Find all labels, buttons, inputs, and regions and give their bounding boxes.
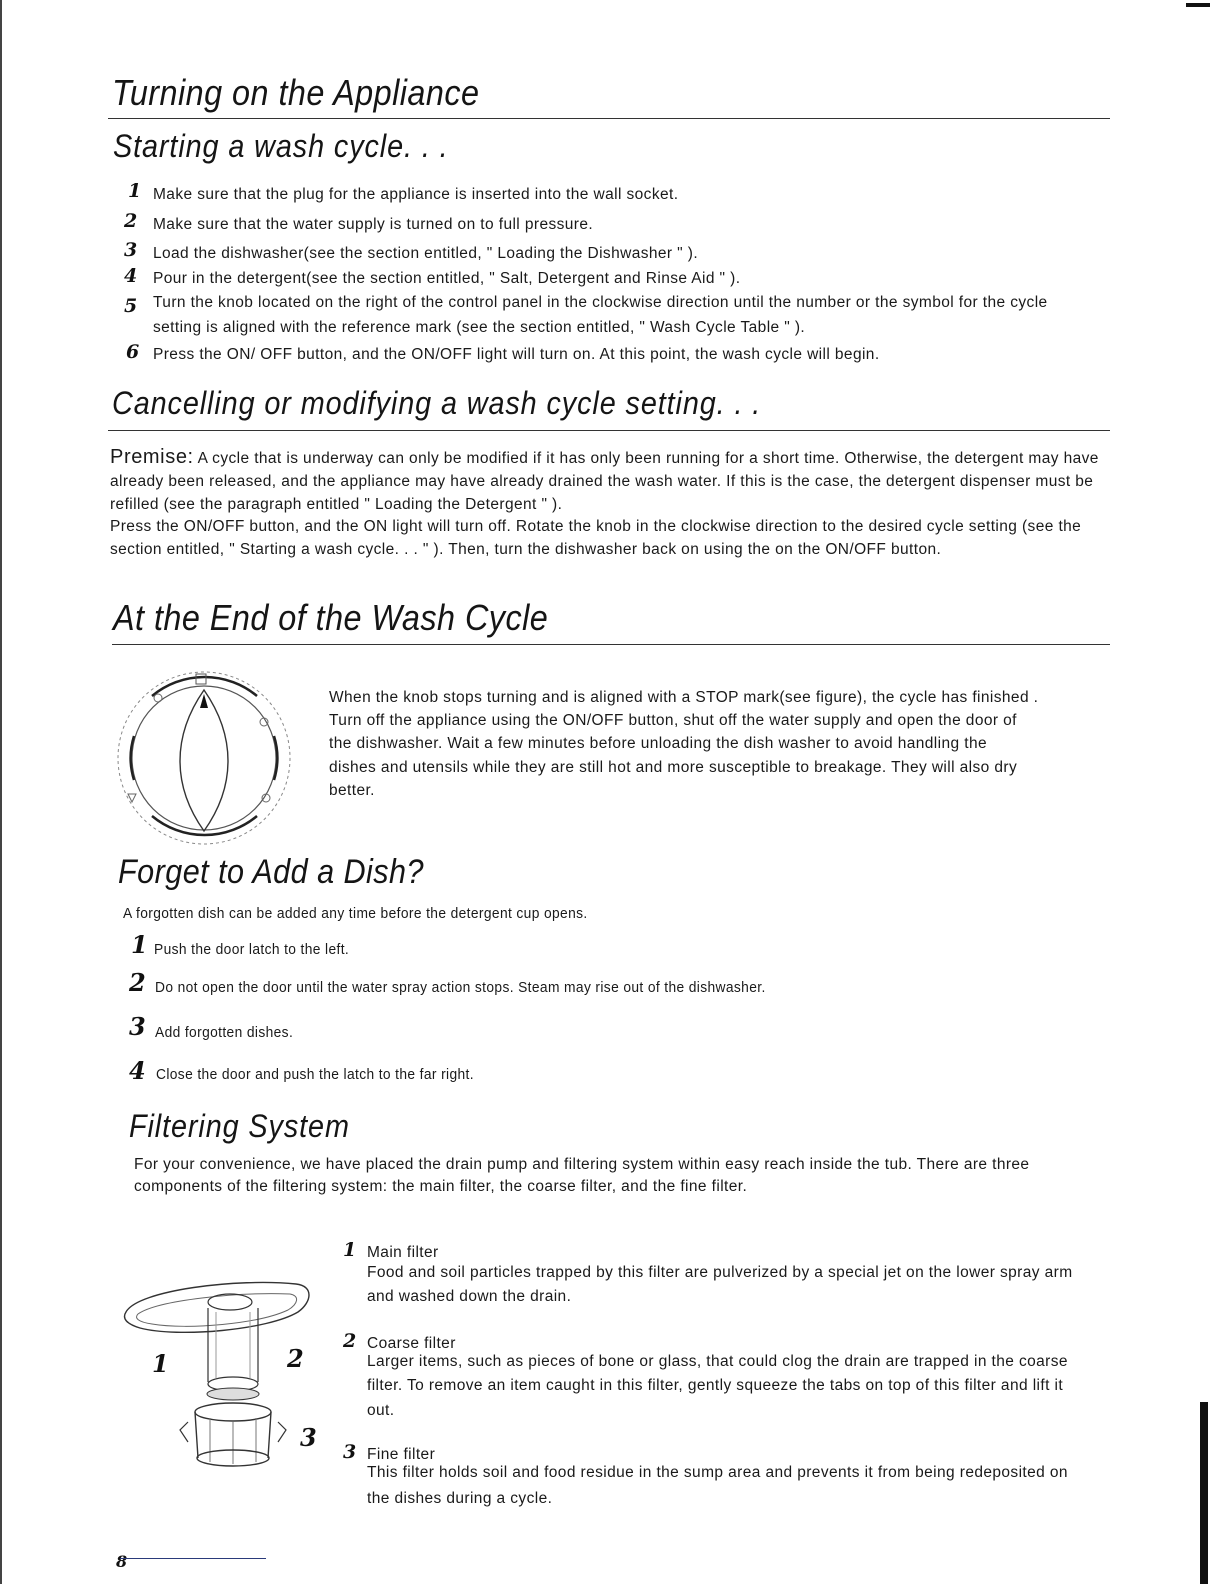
step-number: 1 xyxy=(128,180,142,202)
step-text: Make sure that the plug for the appliance is inserted into the wall socket. xyxy=(153,186,679,203)
item-text: the dishes during a cycle. xyxy=(367,1490,553,1507)
step-text: Close the door and push the latch to the far right. xyxy=(156,1066,474,1083)
item-name: Coarse filter xyxy=(367,1335,456,1352)
premise-label: Premise: xyxy=(110,446,194,468)
subsection-title-cancelling: Cancelling or modifying a wash cycle setting. . . xyxy=(112,385,762,421)
item-number: 2 xyxy=(343,1330,357,1352)
step-text: Do not open the door until the water spray action stops. Steam may rise out of the dishwasher. xyxy=(155,979,766,996)
step-number: 1 xyxy=(131,930,148,959)
scan-edge-top-right xyxy=(1186,3,1210,7)
step-number: 4 xyxy=(124,265,138,287)
step-number: 2 xyxy=(129,968,146,997)
step-text: Load the dishwasher(see the section entitled, " Loading the Dishwasher " ). xyxy=(153,245,699,262)
figure-label: 1 xyxy=(152,1349,169,1378)
title-underline xyxy=(108,118,1110,119)
premise-paragraph xyxy=(110,446,1120,516)
footer-rule xyxy=(120,1558,266,1559)
section-title-turning-on: Turning on the Appliance xyxy=(112,72,480,113)
item-text: This filter holds soil and food residue in the sump area and prevents it from being redeposited on xyxy=(367,1464,1068,1481)
stop-mark-icon xyxy=(196,674,206,684)
paragraph-line: dishes and utensils while they are still hot and more susceptible to breakage. They will also dry xyxy=(329,759,1018,776)
forget-intro: A forgotten dish can be added any time before the detergent cup opens. xyxy=(123,905,588,922)
step-text: Pour in the detergent(see the section entitled, " Salt, Detergent and Rinse Aid " ). xyxy=(153,270,741,287)
page-number: 8 xyxy=(116,1552,128,1571)
step-text: Push the door latch to the left. xyxy=(154,941,350,958)
cycle-symbol-icon xyxy=(154,694,162,702)
glass-symbol-icon xyxy=(128,794,136,802)
filtering-intro-line: components of the filtering system: the main filter, the coarse filter, and the fine filter. xyxy=(134,1178,748,1195)
step-text: Make sure that the water supply is turned on to full pressure. xyxy=(153,216,594,233)
item-text: and washed down the drain. xyxy=(367,1288,572,1305)
item-name: Fine filter xyxy=(367,1446,436,1463)
section-title-forget: Forget to Add a Dish? xyxy=(118,853,424,891)
subsection-title-starting: Starting a wash cycle. . . xyxy=(113,128,449,164)
item-number: 3 xyxy=(343,1441,357,1463)
press-paragraph: Press the ON/OFF button, and the ON light will turn off. Rotate the knob in the clockwise direction to the desired cycle setting (see the section entitled, " Starting a wash cycle. . . " ). Then, turn the dishwasher back on using the on the ON/OFF button. xyxy=(110,518,1082,558)
item-text: filter. To remove an item caught in this filter, gently squeeze the tabs on top of this filter and lift it xyxy=(367,1377,1064,1394)
item-number: 1 xyxy=(343,1239,357,1261)
premise-text: A cycle that is underway can only be modified if it has only been running for a short time. Otherwise, the detergent may have already been released, and the appliance may have already drained the wash water. If this is the case, the detergent dispenser must be refilled (see the paragraph entitled " Loading the Detergent " ). xyxy=(110,450,1099,513)
step-number: 2 xyxy=(124,210,138,232)
item-name: Main filter xyxy=(367,1244,439,1261)
scan-edge-left xyxy=(0,0,2,1584)
end-cycle-underline xyxy=(112,644,1110,645)
paragraph-line: the dishwasher. Wait a few minutes before unloading the dish washer to avoid handling the xyxy=(329,735,987,752)
figure-label: 2 xyxy=(287,1344,304,1373)
item-text: Larger items, such as pieces of bone or glass, that could clog the drain are trapped in the coarse xyxy=(367,1353,1068,1370)
step-text: Press the ON/ OFF button, and the ON/OFF light will turn on. At this point, the wash cycle will begin. xyxy=(153,346,880,363)
step-number: 4 xyxy=(129,1056,146,1085)
scan-edge-right xyxy=(1200,1402,1208,1584)
item-text: Food and soil particles trapped by this filter are pulverized by a special jet on the lower spray arm xyxy=(367,1264,1073,1281)
step-number: 6 xyxy=(126,341,140,363)
step-number: 3 xyxy=(129,1012,146,1041)
cancelling-underline xyxy=(108,430,1110,431)
fine-filter xyxy=(195,1403,271,1421)
figure-label: 3 xyxy=(300,1423,317,1452)
item-text: out. xyxy=(367,1402,395,1419)
paragraph-line: When the knob stops turning and is aligned with a STOP mark(see figure), the cycle has finished . xyxy=(329,689,1039,706)
filtering-intro-line: For your convenience, we have placed the drain pump and filtering system within easy reach inside the tub. There are three xyxy=(134,1156,1030,1173)
step-text: Add forgotten dishes. xyxy=(155,1024,294,1041)
step-text: setting is aligned with the reference mark (see the section entitled, " Wash Cycle Table " ). xyxy=(153,319,806,336)
paragraph-line: Turn off the appliance using the ON/OFF button, shut off the water supply and open the door of xyxy=(329,712,1017,729)
knob-pointer-icon xyxy=(200,694,208,708)
step-number: 5 xyxy=(124,295,138,317)
step-number: 3 xyxy=(124,239,138,261)
section-title-filtering: Filtering System xyxy=(129,1108,350,1144)
paragraph-line: better. xyxy=(329,782,375,799)
knob-grip xyxy=(180,690,228,831)
knob-figure xyxy=(112,666,297,851)
step-text: Turn the knob located on the right of the control panel in the clockwise direction until the number or the symbol for the cycle xyxy=(153,294,1048,311)
section-title-end-cycle: At the End of the Wash Cycle xyxy=(113,597,549,638)
